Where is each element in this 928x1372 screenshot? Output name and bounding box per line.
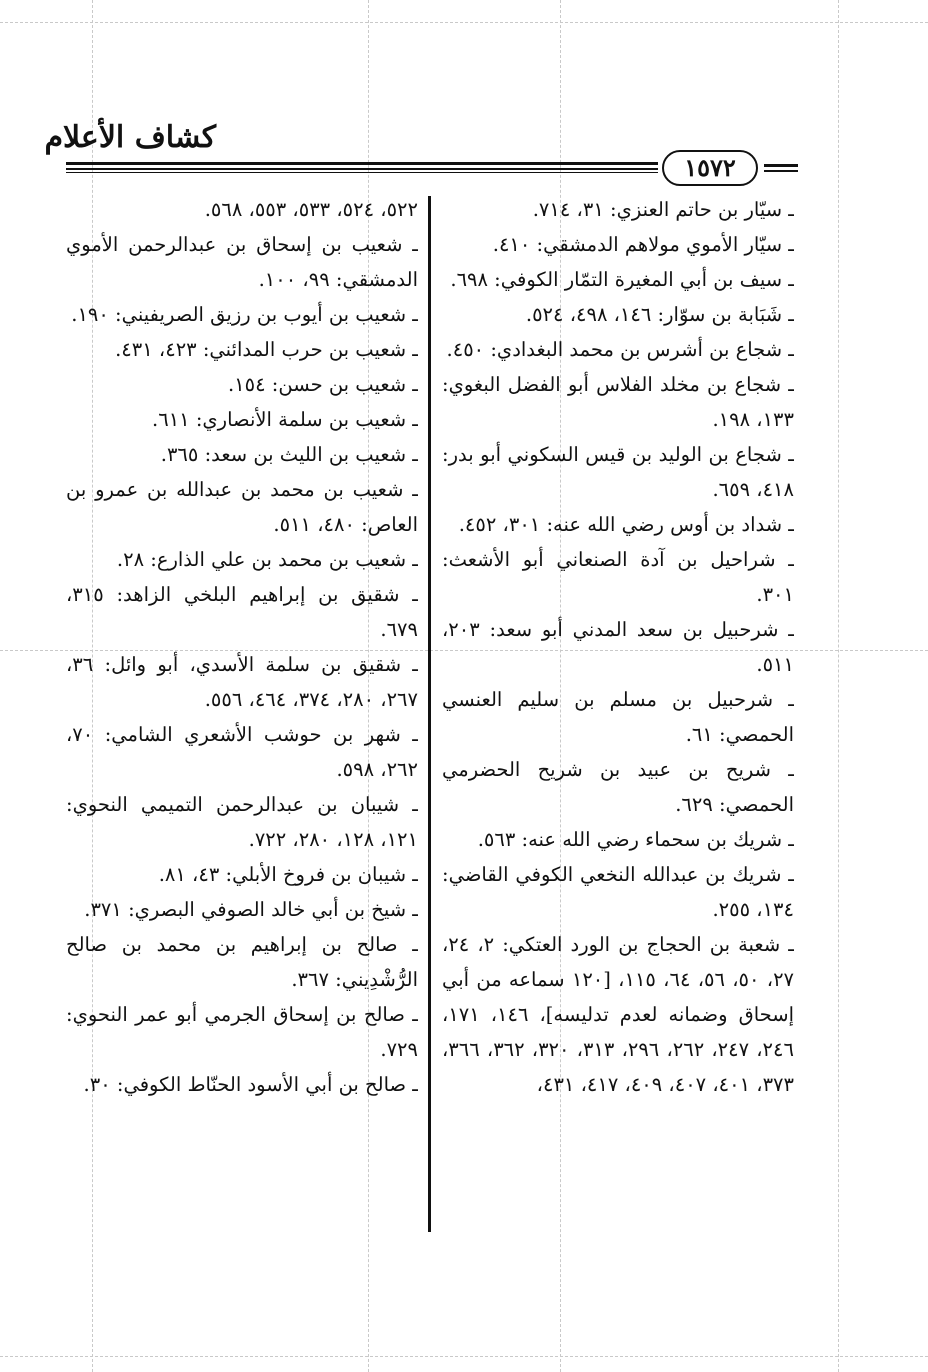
page-header-title: كشاف الأعلام — [44, 120, 216, 155]
index-entry: ـ شَبَابة بن سوّار: ١٤٦، ٤٩٨، ٥٢٤. — [525, 303, 794, 326]
index-entry: ـ شعيب بن الليث بن سعد: ٣٦٥. — [160, 443, 418, 466]
index-entry: ـ شرحبيل بن مسلم بن سليم العنسي الحمصي: ٦١. — [442, 688, 794, 746]
header-rule-line — [66, 172, 658, 173]
header-rule-tail — [764, 164, 798, 174]
index-entry: ـ شعيب بن إسحاق بن عبدالرحمن الأموي الدمشقي: ٩٩، ١٠٠. — [66, 233, 418, 291]
index-entry: ـ شقيق بن إبراهيم البلخي الزاهد: ٣١٥، ٦٧٩. — [66, 583, 418, 641]
index-entry: ـ شراحيل بن آدة الصنعاني أبو الأشعث: ٣٠١. — [442, 548, 794, 606]
index-entry: ـ شعيب بن حسن: ١٥٤. — [227, 373, 418, 396]
index-entry: ـ شعيب بن حرب المدائني: ٤٢٣، ٤٣١. — [115, 338, 418, 361]
index-entry: ـ شيبان بن فروخ الأبلي: ٤٣، ٨١. — [158, 863, 418, 886]
index-entry: ـ شعيب بن أيوب بن رزيق الصريفيني: ١٩٠. — [71, 303, 418, 326]
index-entry: ـ شرحبيل بن سعد المدني أبو سعد: ٢٠٣، ٥١١. — [442, 618, 794, 676]
index-entry: ـ شريك بن سحماء رضي الله عنه: ٥٦٣. — [477, 828, 794, 851]
header-rule-line — [764, 164, 798, 167]
page-number: ١٥٧٢ — [662, 150, 758, 186]
index-entry: ـ شعبة بن الحجاج بن الورد العتكي: ٢، ٢٤، ٢٧، ٥٠، ٥٦، ٦٤، ١١٥، [١٢٠ سماعه من أبي إسحاق وضمانه لعدم تدليسه]، ١٤٦، ١٧١، ٢٤٦، ٢٤٧، ٢٦٢، ٢٩٦، ٣١٣، ٣٢٠، ٣٦٢، ٣٦٦، ٣٧٣، ٤٠١، ٤٠٧، ٤٠٩، ٤١٧، ٤٣١، — [442, 933, 794, 1096]
index-entry: ـ شجاع بن أشرس بن محمد البغدادي: ٤٥٠. — [446, 338, 794, 361]
index-entry: ـ شجاع بن الوليد بن قيس السكوني أبو بدر: ٤١٨، ٦٥٩. — [442, 443, 794, 501]
index-entry: ـ صالح بن إسحاق الجرمي أبو عمر النحوي: ٧٢٩. — [66, 1003, 418, 1061]
index-column-right — [442, 192, 794, 1242]
index-entry: ـ شريح بن عبيد بن شريح الحضرمي الحمصي: ٦٢٩. — [442, 758, 794, 816]
column-divider — [428, 196, 431, 1232]
index-entry: ـ شعيب بن محمد بن علي الذارع: ٢٨. — [116, 548, 418, 571]
index-entry: ـ سيف بن أبي المغيرة التمّار الكوفي: ٦٩٨. — [450, 268, 794, 291]
header-rule-line — [66, 168, 658, 170]
index-column-left — [66, 192, 418, 1242]
index-entry: ـ شيخ بن أبي خالد الصوفي البصري: ٣٧١. — [84, 898, 418, 921]
header-rule-line — [66, 162, 658, 165]
index-entry: ـ صالح بن أبي الأسود الحنّاط الكوفي: ٣٠. — [83, 1073, 418, 1096]
index-entry: ـ سيّار بن حاتم العنزي: ٣١، ٧١٤. — [532, 198, 794, 221]
index-entry: ـ شداد بن أوس رضي الله عنه: ٣٠١، ٤٥٢. — [458, 513, 794, 536]
index-entry: ـ صالح بن إبراهيم بن محمد بن صالح الرُّشْدِيني: ٣٦٧. — [66, 933, 418, 991]
header-rule — [66, 162, 658, 174]
index-entry: ـ شعيب بن محمد بن عبدالله بن عمرو بن العاص: ٤٨٠، ٥١١. — [66, 478, 418, 536]
index-entry: ـ سيّار الأموي مولاهم الدمشقي: ٤١٠. — [492, 233, 794, 256]
index-entry: ـ شريك بن عبدالله النخعي الكوفي القاضي: ١٣٤، ٢٥٥. — [442, 863, 794, 921]
header-rule-line — [764, 170, 798, 172]
index-entry: ٥٢٢، ٥٢٤، ٥٣٣، ٥٥٣، ٥٦٨. — [204, 198, 418, 221]
index-entry: ـ شجاع بن مخلد الفلاس أبو الفضل البغوي: ١٣٣، ١٩٨. — [442, 373, 794, 431]
index-entry: ـ شيبان بن عبدالرحمن التميمي النحوي: ١٢١، ١٢٨، ٢٨٠، ٧٢٢. — [66, 793, 418, 851]
index-entry: ـ شقيق بن سلمة الأسدي، أبو وائل: ٣٦، ٢٦٧، ٢٨٠، ٣٧٤، ٤٦٤، ٥٥٦. — [66, 653, 418, 711]
index-entry: ـ شهر بن حوشب الأشعري الشامي: ٧٠، ٢٦٢، ٥٩٨. — [66, 723, 418, 781]
index-entry: ـ شعيب بن سلمة الأنصاري: ٦١١. — [152, 408, 418, 431]
